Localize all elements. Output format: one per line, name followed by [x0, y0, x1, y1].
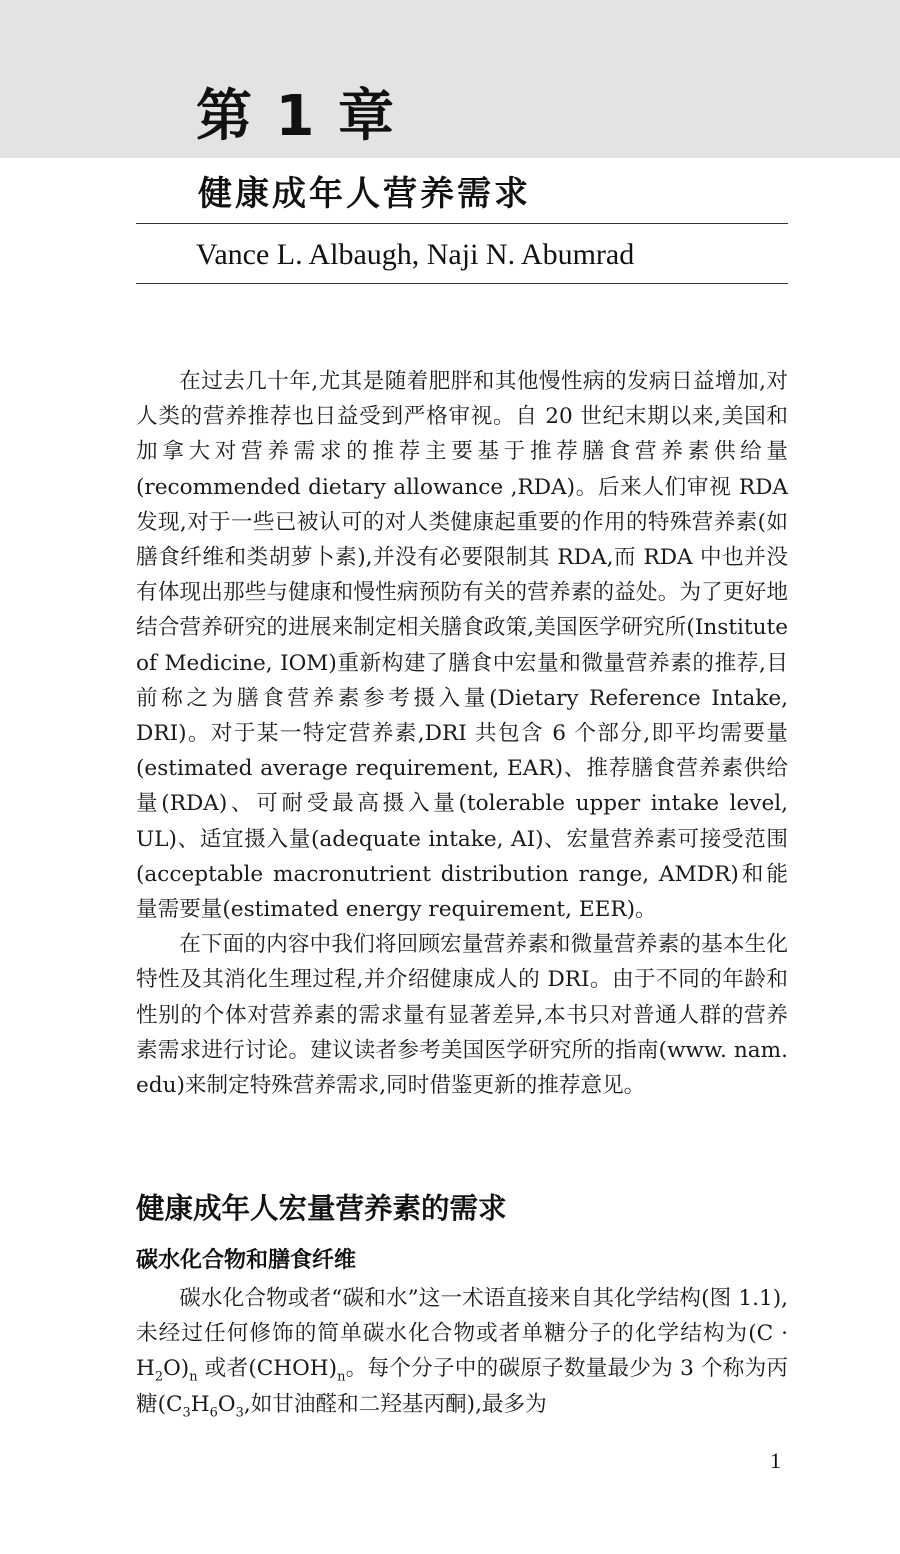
carbohydrate-paragraph — [136, 1281, 788, 1422]
section-heading: 健康成年人宏量营养素的需求 — [136, 1191, 507, 1225]
carb-sub-5: 6 — [209, 1404, 218, 1420]
chapter-title: 健康成年人营养需求 — [198, 174, 531, 214]
carb-text-1: 碳水化合物或者“碳和水”这一术语直接来自其化学结构(图 1.1),未经过任何修饰的简单碳水化合物或者单糖分子的化学结构为(C · H — [136, 1286, 788, 1382]
carb-sub-3: n — [337, 1369, 346, 1385]
carb-sub-1: 2 — [154, 1369, 164, 1385]
page-number: 1 — [770, 1448, 781, 1473]
intro-paragraph-2: 在下面的内容中我们将回顾宏量营养素和微量营养素的基本生化特性及其消化生理过程,并介绍健康成人的 DRI。由于不同的年龄和性别的个体对营养素的需求量有显著差异,本书只对普通人群的营养素需求进行讨论。建议读者参考美国医学研究所的指南(www. nam. edu)来制定特殊营养需求,同时借鉴更新的推荐意见。 — [136, 932, 788, 1099]
carb-sub-6: 3 — [235, 1404, 244, 1420]
chapter-number: 第 1 章 — [196, 84, 396, 149]
carb-text-5: H — [190, 1391, 210, 1417]
carbohydrate-text — [136, 1281, 788, 1422]
intro-paragraph-1: 在过去几十年,尤其是随着肥胖和其他慢性病的发病日益增加,对人类的营养推荐也日益受到严格审视。自 20 世纪末期以来,美国和加拿大对营养需求的推荐主要基于推荐膳食营养素供给量(recommended dietary allowance ,RDA)。后来人们审视 RDA 发现,对于一些已被认可的对人类健康起重要的作用的特殊营养素(如膳食纤维和类胡萝卜素),并没有必要限制其 RDA,而 RDA 中也并没有体现出那些与健康和慢性病预防有关的营养素的益处。为了更好地结合营养研究的进展来制定相关膳食政策,美国医学研究所(Institute of Medicine, IOM)重新构建了膳食中宏量和微量营养素的推荐,目前称之为膳食营养素参考摄入量(Dietary Reference Intake, DRI)。对于某一特定营养素,DRI 共包含 6 个部分,即平均需要量(estimated average requirement, EAR)、推荐膳食营养素供给量(RDA)、可耐受最高摄入量(tolerable upper intake level, UL)、适宜摄入量(adequate intake, AI)、宏量营养素可接受范围(acceptable macronutrient distribution range, AMDR)和能量需要量(estimated energy requirement, EER)。 — [136, 369, 788, 923]
subsection-heading: 碳水化合物和膳食纤维 — [136, 1248, 357, 1273]
carb-text-2: O) — [163, 1356, 190, 1382]
title-divider-bottom — [136, 283, 788, 284]
carb-sub-4: 3 — [182, 1404, 191, 1420]
carb-text-7: ,如甘油醛和二羟基丙酮),最多为 — [243, 1391, 547, 1417]
carb-text-3: 或者(CHOH) — [197, 1356, 338, 1382]
carb-text-6: O — [217, 1391, 236, 1417]
chapter-header-band — [0, 0, 900, 158]
chapter-authors: Vance L. Albaugh, Naji N. Abumrad — [196, 238, 635, 271]
title-divider-top — [136, 223, 788, 224]
intro-text — [136, 364, 788, 1103]
carb-text-4: 。每个分子中的碳原子数量最少为 3 个称为丙糖(C — [136, 1356, 788, 1417]
carb-sub-2: n — [189, 1369, 198, 1385]
